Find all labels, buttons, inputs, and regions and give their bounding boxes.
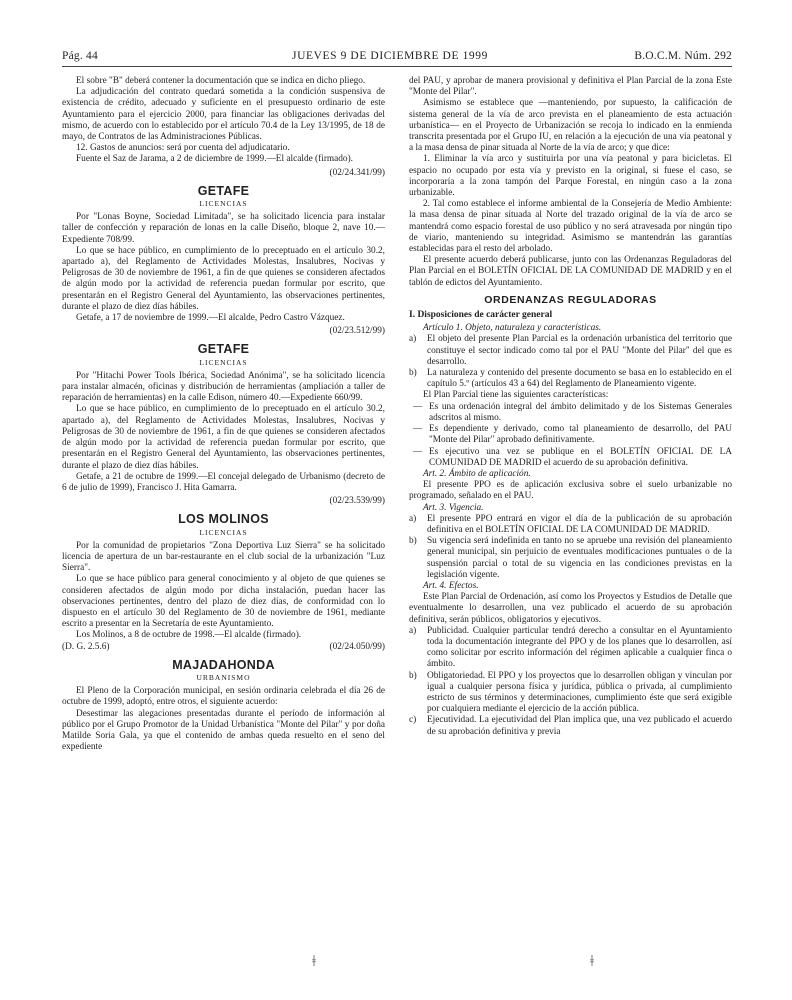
scan-mark-icon: ǂ	[312, 953, 316, 970]
reference-number: (02/24.341/99)	[329, 167, 385, 178]
paragraph: Por la comunidad de propietarios "Zona Deportiva Luz Sierra" se ha solicitado licencia de apertura de un bar-restaurante en el club social de la urbanización "Luz Sierra".	[62, 540, 385, 574]
list-item: — Es ejecutivo una vez se publique en el BOLETÍN OFICIAL DE LA COMUNIDAD DE MADRID el acuerdo de su aprobación definitiva.	[413, 446, 732, 468]
list-item: a) El objeto del presente Plan Parcial es la ordenación urbanística del territorio que constituye el sector indicado como tal por el PAU "Monte del Pilar" del que es desarrollo.	[409, 334, 732, 367]
list-item: c) Ejecutividad. La ejecutividad del Plan implica que, una vez publicado el acuerdo de su aprobación definitiva y previa	[409, 715, 732, 737]
list-item: — Es una ordenación integral del ámbito delimitado y de los Sistemas Generales adscritos al mismo.	[413, 401, 732, 423]
page-number: Pág. 44	[62, 50, 98, 62]
list-item: b) Obligatoriedad. El PPO y los proyectos que lo desarrollen obligan y vinculan por igual a cualquier persona física y jurídica, pública o privada, al cumplimiento estricto de sus términos y determinaciones, cumplimiento éste que será exigible por cualquiera mediante el ejercicio de la acción pública.	[409, 670, 732, 715]
paragraph: Los Molinos, a 8 de octubre de 1998.—El alcalde (firmado).	[76, 630, 302, 641]
paragraph: La adjudicación del contrato quedará sometida a la condición suspensiva de existencia de crédito, adecuado y suficiente en el presupuesto ordinario de este Ayuntamiento para el ejercicio 2000, para financiar las obligaciones derivadas del mismo, de acuerdo con lo establecido por el artículo 70.4 de la Ley 13/1995, de 18 de mayo, de Contratos de las Administraciones Públicas.	[62, 87, 385, 143]
list-item: b) Su vigencia será indefinida en tanto no se apruebe una revisión del planeamiento general municipal, sin perjuicio de eventuales modificaciones puntuales o de la suspensión parcial o total de su vigencia en las condiciones previstas en la legislación vigente.	[409, 536, 732, 580]
paragraph: El sobre "B" deberá contener la documentación que se indica en dicho pliego.	[76, 76, 366, 86]
paragraph: Por "Lonas Boyne, Sociedad Limitada", se ha solicitado licencia para instalar taller de confección y reparación de lonas en la calle Diseño, bloque 2, nave 10.—Expediente 708/99.	[62, 212, 385, 245]
article-heading: Art. 4. Efectos.	[423, 580, 479, 591]
chapter-heading: I. Disposiciones de carácter general	[409, 310, 553, 321]
paragraph: El Pleno de la Corporación municipal, en sesión ordinaria celebrada el día 26 de octubre de 1999, adoptó, entre otros, el siguiente acuerdo:	[62, 686, 385, 708]
paragraph: Lo que se hace público, en cumplimiento de lo preceptuado en el artículo 30.2, apartado a), del Reglamento de Actividades Molestas, Insalubres, Nocivas y Peligrosas de 30 de noviembre de 1961, a fin de que quienes se consideren afectados de algún modo por la actividad de referencia puedan formular por escrito, que presentarán en el Registro General del Ayuntamiento, las observaciones pertinentes, durante el plazo de diez días hábiles.	[62, 245, 385, 312]
paragraph: 12. Gastos de anuncios: será por cuenta del adjudicatario.	[76, 143, 290, 154]
paragraph: del PAU, y aprobar de manera provisional y definitiva el Plan Parcial de la zona Este "Monte del Pilar".	[409, 76, 732, 98]
paragraph: Lo que se hace público para general conocimiento y al objeto de que quienes se consideren afectados de algún modo por dicha instalación, puedan hacer las observaciones pertinentes, dentro del plazo de diez días, de conformidad con lo dispuesto en el artículo 30 del Reglamento de 30 de noviembre de 1961, mediante escrito a presentar en la Secretaría de este Ayuntamiento.	[62, 574, 385, 630]
section-subtitle: LICENCIAS	[199, 357, 248, 367]
scan-mark-icon: ǂ	[590, 953, 594, 970]
list-item: a) Publicidad. Cualquier particular tendrá derecho a consultar en el Ayuntamiento toda la documentación integrante del PPO y de los planes que lo desarrollen, así como solicitar por escrito información del régimen aplicable a cualquier finca o ámbito.	[409, 625, 732, 670]
right-column	[409, 76, 732, 738]
section-subtitle: URBANISMO	[196, 672, 251, 682]
paragraph: Este Plan Parcial de Ordenación, así como los Proyectos y Estudios de Detalle que eventualmente lo desarrollen, una vez publicado el acuerdo de su aprobación definitiva, serán públicos, obligatorios y ejecutivos.	[409, 592, 732, 625]
paragraph: 1. Eliminar la vía arco y sustituirla por una vía peatonal y para bicicletas. El espacio no ocupado por esta vía y previsto en la original, si fuese el caso, se incorporaría a la zona tampón del Parque Forestal, en ningún caso a la zona urbanizable.	[409, 154, 732, 199]
paragraph: Getafe, a 17 de noviembre de 1999.—El alcalde, Pedro Castro Vázquez.	[76, 313, 345, 324]
paragraph: El presente acuerdo deberá publicarse, junto con las Ordenanzas Reguladoras del Plan Parcial en el BOLETÍN OFICIAL DE LA COMUNIDAD DE MADRID y en el tablón de edictos del Ayuntamiento.	[409, 255, 732, 288]
paragraph: El presente PPO es de aplicación exclusiva sobre el suelo urbanizable no programado, señalado en el PAU.	[409, 480, 732, 502]
reference-number: (02/23.512/99)	[329, 326, 385, 337]
bulletin-number: B.O.C.M. Núm. 292	[634, 50, 732, 62]
section-title-getafe: GETAFE	[197, 342, 250, 357]
paragraph: Getafe, a 21 de octubre de 1999.—El concejal delegado de Urbanismo (decreto de 6 de julio de 1999), Francisco J. Hita Gamarra.	[62, 471, 385, 493]
paragraph: El Plan Parcial tiene las siguientes características:	[423, 390, 609, 401]
section-subtitle: LICENCIAS	[199, 199, 248, 209]
page-header	[62, 48, 732, 66]
paragraph: Por "Hitachi Power Tools Ibérica, Sociedad Anónima", se ha solicitado licencia para instalar almacén, oficinas y distribución de herramientas (ampliación a taller de reparación de herramientas) en la calle Edison, número 40.—Expediente 660/99.	[62, 370, 385, 404]
paragraph: Desestimar las alegaciones presentadas durante el período de información al público por el Grupo Promotor de la Unidad Urbanística "Monte del Pilar" y por doña Matilde Soria Gala, ya que el contenido de ambas queda resuelto en el seno del expediente	[62, 708, 385, 753]
article-heading: Art. 2. Ámbito de aplicación.	[423, 468, 531, 479]
list-item: b) La naturaleza y contenido del presente documento se basa en lo establecido en el capítulo 5.º (artículos 43 a 64) del Reglamento de Planeamiento vigente.	[409, 368, 732, 390]
reference-number: (02/24.050/99)	[329, 641, 385, 652]
reference-row	[62, 642, 385, 653]
paragraph: 2. Tal como establece el informe ambiental de la Consejería de Medio Ambiente: la masa densa de pinar situada al Norte del trazado original de la vía de arco se mantendrá como espacio forestal de uso público y no será atravesada por ningún tipo de viario, manteniendo su integridad. Asimismo se mantendrán las garantías establecidas para el resto del arbolado.	[409, 199, 732, 255]
left-column	[62, 76, 385, 753]
paragraph: Lo que se hace público, en cumplimiento de lo preceptuado en el artículo 30.2, apartado a), del Reglamento de Actividades Molestas, Insalubres, Nocivas y Peligrosas de 30 de noviembre de 1961, a fin de que quienes se consideren afectados de algún modo por la actividad de referencia puedan formular por escrito, que presentarán en el Registro General del Ayuntamiento, las observaciones pertinentes, durante el plazo de diez días hábiles.	[62, 404, 385, 471]
article-heading: Art. 3. Vigencia.	[423, 502, 484, 513]
list-item: — Es dependiente y derivado, como tal planeamiento de desarrollo, del PAU "Monte del Pilar" aprobado definitivamente.	[413, 424, 732, 446]
section-title-getafe: GETAFE	[197, 183, 250, 198]
dg-code: (D. G. 2.5.6)	[62, 641, 110, 652]
issue-date: JUEVES 9 DE DICIEMBRE DE 1999	[292, 50, 488, 62]
article-heading: Artículo 1. Objeto, naturaleza y características.	[423, 323, 602, 334]
section-title-los-molinos: LOS MOLINOS	[178, 512, 269, 527]
list-item: a) El presente PPO entrará en vigor el día de la publicación de su aprobación definitiva en el BOLETÍN OFICIAL DE LA COMUNIDAD DE MADRID.	[409, 513, 732, 535]
section-title-majadahonda: MAJADAHONDA	[172, 657, 275, 672]
paragraph: Asimismo se establece que —manteniendo, por supuesto, la calificación de sistema general de la vía de arco prevista en el planeamiento de esta actuación urbanística— en el Proyecto de Urbanización se recoja lo indicado en la enmienda transcrita presentada por el Grupo IU, en relación a la ejecución de una vía peatonal y a la masa densa de pinar situada al Norte de la vía de arco; y que dice:	[409, 98, 732, 154]
header-divider	[62, 66, 732, 67]
ordinances-title: ORDENANZAS REGULADORAS	[484, 293, 657, 306]
reference-number: (02/23.539/99)	[329, 496, 385, 507]
section-subtitle: LICENCIAS	[199, 527, 248, 537]
paragraph: Fuente el Saz de Jarama, a 2 de diciembre de 1999.—El alcalde (firmado).	[76, 154, 353, 165]
